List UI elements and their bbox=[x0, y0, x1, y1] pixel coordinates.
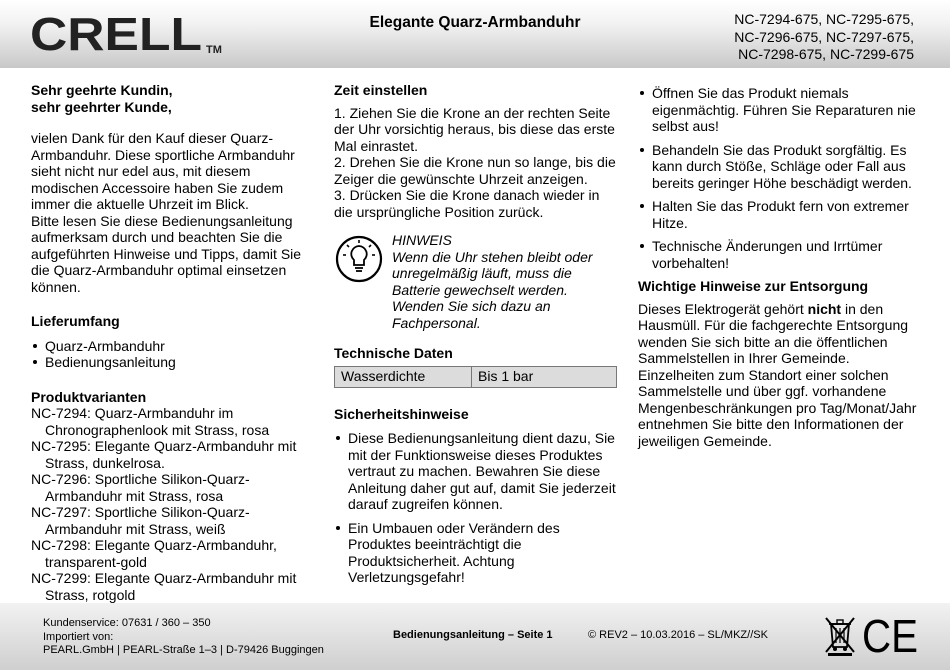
document-title: Elegante Quarz-Armbanduhr bbox=[369, 14, 581, 31]
list-item: Technische Änderungen und Irrtümer vorbehalten! bbox=[638, 238, 923, 271]
disposal-emphasis: nicht bbox=[807, 300, 842, 317]
column-right bbox=[638, 82, 923, 449]
time-heading: Zeit einstellen bbox=[334, 82, 428, 98]
time-step: 2. Drehen Sie die Krone nun so lange, bis die Zeiger die gewünschte Uhrzeit anzeigen. bbox=[334, 154, 616, 187]
list-item: Öffnen Sie das Produkt niemals eigenmächtig. Führen Sie Reparaturen nie selbst aus! bbox=[638, 85, 923, 135]
address-line: PEARL.GmbH | PEARL-Straße 1–3 | D-79426 Buggingen bbox=[43, 644, 324, 656]
variant-item: NC-7298: Elegante Quarz-Armbanduhr, transparent-gold bbox=[31, 537, 277, 570]
safety-list bbox=[334, 430, 618, 586]
svg-text:CE: CE bbox=[862, 615, 918, 655]
variant-item: NC-7296: Sportliche Silikon-Quarz-Armbanduhr mit Strass, rosa bbox=[31, 471, 250, 504]
disposal-heading: Wichtige Hinweise zur Entsorgung bbox=[638, 278, 869, 294]
model-numbers bbox=[594, 11, 914, 64]
scope-heading: Lieferumfang bbox=[31, 313, 120, 329]
service-line: Kundenservice: 07631 / 360 – 350 bbox=[43, 617, 211, 629]
hint-text bbox=[392, 232, 618, 331]
lightbulb-icon bbox=[334, 234, 384, 284]
safety-list-continued bbox=[638, 85, 923, 271]
list-item: Quarz-Armbanduhr bbox=[31, 338, 313, 355]
tech-value: Bis 1 bar bbox=[472, 366, 617, 387]
disposal-text: in den Hausmüll. Für die fachgerechte Entsorgung wenden Sie sich bitte an die öffentlichen Sammelstellen in Ihrer Gemeinde. Einzelheiten zum Standort einer solchen Sammelstelle und über ggf. vorhandene Mengenbeschränkungen pro Tag/Monat/Jahr entnehmen Sie bitte den Informationen der jeweiligen Gemeinde. bbox=[638, 300, 917, 449]
greeting-line: Sehr geehrte Kundin, bbox=[31, 82, 173, 98]
variants-heading: Produktvarianten bbox=[31, 388, 147, 405]
variants-list bbox=[31, 405, 313, 603]
disposal-text: Dieses Elektrogerät gehört bbox=[638, 300, 808, 317]
variant-item: NC-7294: Quarz-Armbanduhr im Chronographenlook mit Strass, rosa bbox=[31, 405, 270, 438]
model-line: NC-7298-675, NC-7299-675 bbox=[738, 46, 914, 62]
crell-logo bbox=[30, 10, 230, 56]
revision-info: © REV2 – 10.03.2016 – SL/MKZ//SK bbox=[588, 629, 768, 641]
hint-label: HINWEIS bbox=[392, 232, 452, 248]
list-item: Bedienungsanleitung bbox=[31, 354, 313, 371]
intro-paragraph: vielen Dank für den Kauf dieser Quarz-Armbanduhr. Diese sportliche Armbanduhr sieht nicht nur edel aus, mit diesem modischen Accessoire haben Sie zudem immer die aktuelle Uhrzeit im Blick. bbox=[31, 130, 295, 212]
svg-text:TM: TM bbox=[206, 44, 222, 56]
page-label: Bedienungsanleitung – Seite 1 bbox=[393, 629, 553, 641]
list-item: Behandeln Sie das Produkt sorgfältig. Es kann durch Stöße, Schläge oder Fall aus bereits geringer Höhe beschädigt werden. bbox=[638, 142, 923, 192]
list-item: Ein Umbauen oder Verändern des Produktes beeinträchtigt die Produktsicherheit. Achtung Verletzungsgefahr! bbox=[334, 520, 618, 586]
list-item: Diese Bedienungsanleitung dient dazu, Sie mit der Funktionsweise dieses Produktes vertraut zu machen. Bewahren Sie diese Anleitung daher gut auf, damit Sie jederzeit darauf zugreifen können. bbox=[334, 430, 618, 513]
time-step: 1. Ziehen Sie die Krone an der rechten Seite der Uhr vorsichtig heraus, bis diese das erste Mal einrastet. bbox=[334, 104, 615, 154]
list-item: Halten Sie das Produkt fern von extremer Hitze. bbox=[638, 198, 923, 231]
ce-mark-icon bbox=[862, 615, 920, 655]
hint-box bbox=[334, 232, 618, 331]
greeting-line: sehr geehrter Kunde, bbox=[31, 98, 172, 115]
page-header bbox=[0, 0, 950, 68]
tech-key: Wasserdichte bbox=[335, 366, 472, 387]
imported-line: Importiert von: bbox=[43, 630, 114, 643]
scope-list bbox=[31, 338, 313, 371]
column-left bbox=[31, 82, 313, 603]
variant-item: NC-7297: Sportliche Silikon-Quarz-Armbanduhr mit Strass, weiß bbox=[31, 504, 250, 537]
model-line: NC-7294-675, NC-7295-675, bbox=[734, 11, 914, 27]
tech-heading: Technische Daten bbox=[334, 345, 453, 361]
service-info bbox=[43, 617, 324, 658]
disposal-paragraph bbox=[638, 301, 923, 450]
hint-body: Wenn die Uhr stehen bleibt oder unregelmäßig läuft, muss die Batterie gewechselt werden. Wenden Sie sich dazu an Fachpersonal. bbox=[392, 248, 593, 331]
page-footer bbox=[0, 603, 950, 670]
time-steps bbox=[334, 105, 618, 221]
variant-item: NC-7299: Elegante Quarz-Armbanduhr mit Strass, rotgold bbox=[31, 570, 297, 603]
svg-text:CRELL: CRELL bbox=[30, 10, 202, 56]
crossed-bin-icon bbox=[824, 614, 856, 656]
table-row bbox=[335, 366, 617, 387]
column-middle bbox=[334, 82, 618, 593]
model-line: NC-7296-675, NC-7297-675, bbox=[734, 28, 914, 45]
safety-heading: Sicherheitshinweise bbox=[334, 405, 469, 422]
tech-table bbox=[334, 366, 617, 388]
variant-item: NC-7295: Elegante Quarz-Armbanduhr mit Strass, dunkelrosa. bbox=[31, 438, 297, 471]
time-step: 3. Drücken Sie die Krone danach wieder in die ursprüngliche Position zurück. bbox=[334, 187, 600, 220]
intro-paragraph: Bitte lesen Sie diese Bedienungsanleitung aufmerksam durch und beachten Sie die aufgeführten Hinweise und Tipps, damit Sie die Quarz-Armbanduhr optimal einsetzen können. bbox=[31, 212, 302, 295]
